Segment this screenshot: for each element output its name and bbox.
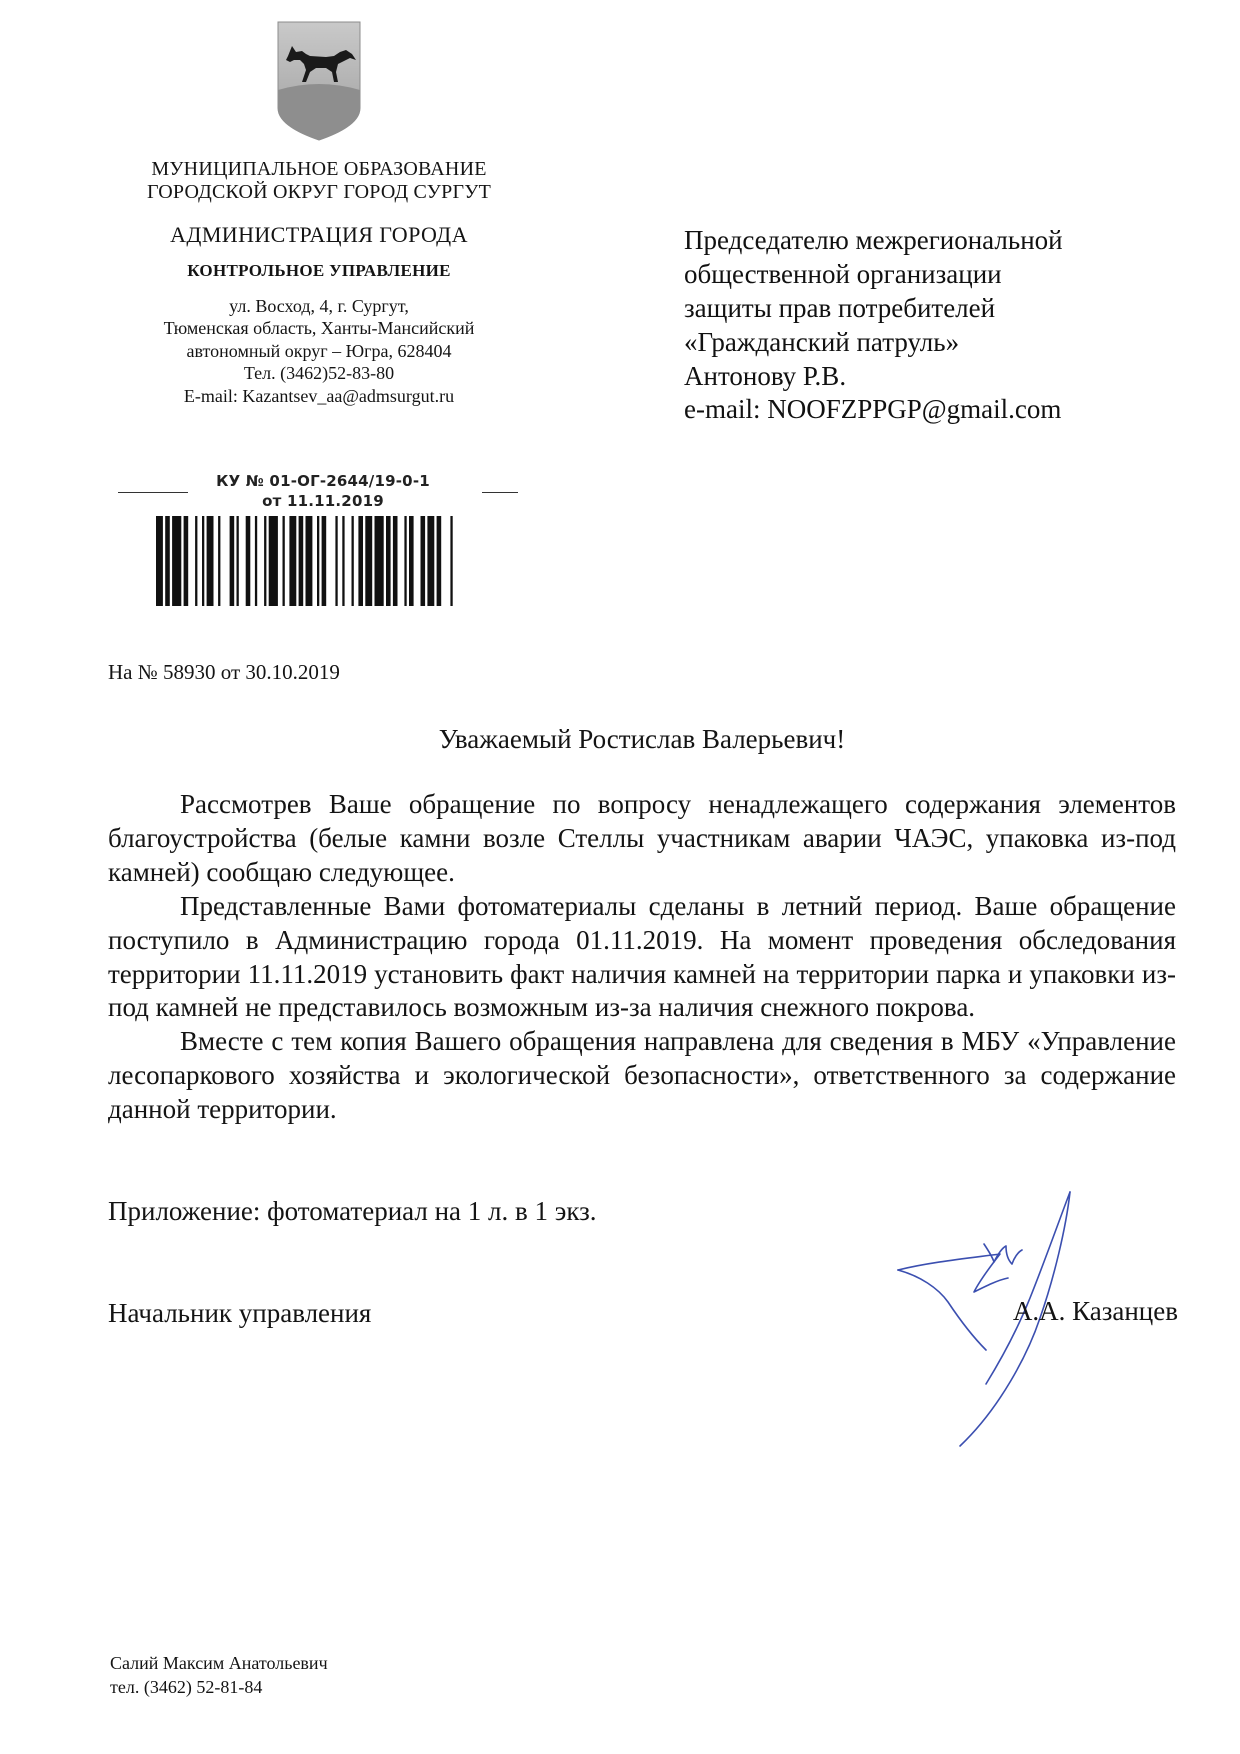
barcode-bar [172, 516, 181, 606]
barcode-bar [269, 516, 278, 606]
addressee-line1: Председателю межрегиональной [684, 225, 1063, 255]
addressee-line4: «Гражданский патруль» [684, 326, 960, 357]
barcode-bar [393, 516, 398, 606]
municipality-name-line1: МУНИЦИПАЛЬНОЕ ОБРАЗОВАНИЕ [151, 158, 487, 180]
barcode-bar [437, 516, 442, 606]
salutation: Уважаемый Ростислав Валерьевич! [438, 724, 846, 754]
letter-body [108, 788, 1176, 1127]
letterhead [100, 158, 538, 407]
coat-of-arms-icon [276, 20, 362, 142]
addressee-line3: защиты прав потребителей [684, 292, 996, 323]
signer-title: Начальник управления [108, 1298, 372, 1328]
barcode-bar [207, 516, 214, 606]
barcode-bar [218, 516, 220, 606]
addressee-line5: Антонову Р.В. [684, 360, 847, 391]
address-line1: ул. Восход, 4, г. Сургут, [229, 295, 409, 316]
body-paragraph-1: Рассмотрев Ваше обращение по вопросу ненадлежащего содержания элементов благоустройства (белые камни возле Стеллы участникам аварии ЧАЭС, упаковка из-под камней) сообщаю следующее. [108, 789, 1176, 887]
barcode-bar [202, 516, 204, 606]
executor-block [110, 1652, 328, 1700]
municipality-name-line2: ГОРОДСКОЙ ОКРУГ ГОРОД СУРГУТ [146, 181, 492, 203]
body-paragraph-2: Представленные Вами фотоматериалы сделаны в летний период. Ваше обращение поступило в Администрацию города 01.11.2019. На момент проведения обследования территории 11.11.2019 установить факт наличия камней на территории парка и упаковки из-под камней не представилось возможным из-за наличия снежного покрова. [108, 890, 1176, 1023]
barcode-bar [427, 516, 434, 606]
barcode-icon [156, 516, 474, 606]
attachment-line: Приложение: фотоматериал на 1 л. в 1 экз. [108, 1196, 597, 1226]
barcode-bar [289, 516, 296, 606]
address-line2: Тюменская область, Ханты-Мансийский [163, 318, 475, 339]
registration-number: КУ № 01-ОГ-2644/19-0-1 [216, 472, 430, 490]
body-paragraph-3: Вместе с тем копия Вашего обращения направлена для сведения в МБУ «Управление лесопаркового хозяйства и экологической безопасности», ответственного за содержание данной территории. [108, 1026, 1176, 1125]
signer-name: А.А. Казанцев [1012, 1296, 1178, 1326]
barcode-bar [386, 516, 391, 606]
barcode-bar [195, 516, 197, 606]
barcode-bar [230, 516, 235, 606]
barcode-bar [237, 516, 239, 606]
barcode-bar [246, 516, 251, 606]
addressee-block [684, 224, 1204, 427]
barcode-bar [365, 516, 372, 606]
barcode-bar [450, 516, 452, 606]
administration-name: АДМИНИСТРАЦИЯ ГОРОДА [170, 222, 468, 247]
barcode-bar [322, 516, 327, 606]
barcode-bar [165, 516, 170, 606]
barcode-bar [352, 516, 354, 606]
phone-line: Тел. (3462)52-83-80 [243, 363, 395, 384]
stamp-rule-right [482, 492, 518, 493]
barcode-bar [358, 516, 363, 606]
addressee-line2: общественной организации [684, 258, 1002, 289]
department-name: КОНТРОЛЬНОЕ УПРАВЛЕНИЕ [187, 261, 451, 281]
address-line3: автономный округ – Югра, 628404 [186, 340, 452, 361]
barcode-bar [283, 516, 285, 606]
barcode-bar [184, 516, 189, 606]
barcode-bar [306, 516, 313, 606]
reference-line: На № 58930 от 30.10.2019 [108, 660, 340, 684]
registration-date: от 11.11.2019 [262, 492, 384, 510]
barcode-bar [375, 516, 384, 606]
executor-name: Салий Максим Анатольевич [110, 1653, 328, 1673]
email-line: E-mail: Kazantsev_aa@admsurgut.ru [183, 385, 455, 406]
barcode-bar [404, 516, 406, 606]
barcode-bar [421, 516, 426, 606]
barcode-bar [255, 516, 257, 606]
registration-stamp [118, 468, 518, 608]
executor-phone: тел. (3462) 52-81-84 [110, 1676, 263, 1697]
barcode-bar [342, 516, 344, 606]
barcode-bar [299, 516, 304, 606]
addressee-email: e-mail: NOOFZPPGP@gmail.com [684, 394, 1062, 425]
barcode-bar [335, 516, 337, 606]
barcode-bar [317, 516, 319, 606]
barcode-bar [264, 516, 266, 606]
barcode-bar [409, 516, 414, 606]
barcode-bar [156, 516, 163, 606]
